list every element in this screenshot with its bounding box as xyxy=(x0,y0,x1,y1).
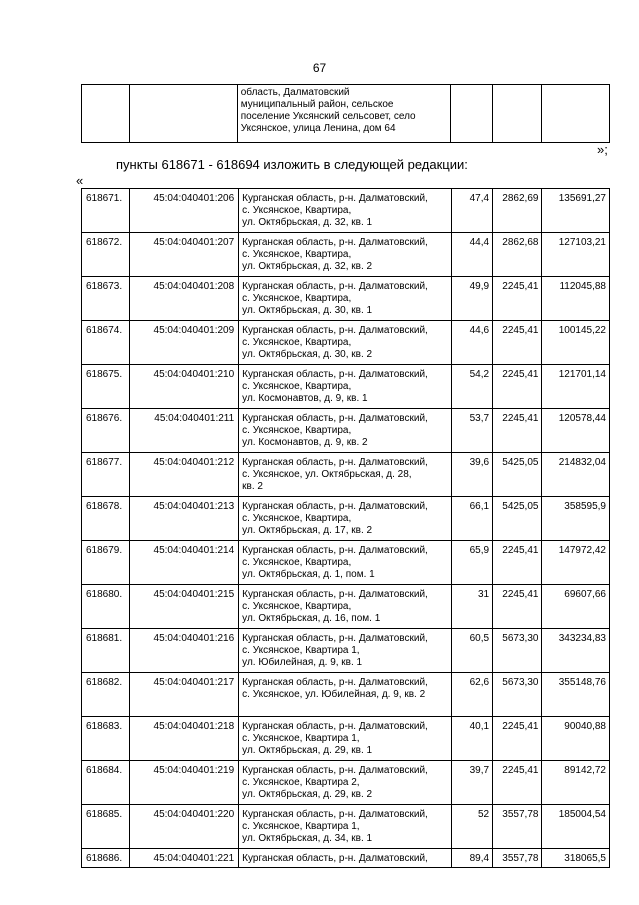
cost-cell: 358595,9 xyxy=(542,497,610,541)
table-row xyxy=(82,321,610,365)
price-cell: 3557,78 xyxy=(493,849,542,868)
empty-cell xyxy=(542,85,610,143)
cadastral-number-cell: 45:04:040401:208 xyxy=(130,277,239,321)
property-table xyxy=(81,188,610,868)
price-cell: 2245,41 xyxy=(493,277,542,321)
address-cell: Курганская область, р-н. Далматовский, с. Уксянское, Квартира 1, ул. Октябрьская, д. 29, кв. 1 xyxy=(239,717,452,761)
cadastral-number-cell: 45:04:040401:214 xyxy=(130,541,239,585)
cost-cell: 121701,14 xyxy=(542,365,610,409)
area-cell: 53,7 xyxy=(451,409,492,453)
cost-cell: 355148,76 xyxy=(542,673,610,717)
area-cell: 44,6 xyxy=(451,321,492,365)
price-cell: 2245,41 xyxy=(493,409,542,453)
table-row xyxy=(82,629,610,673)
table-row xyxy=(82,189,610,233)
table-row xyxy=(82,233,610,277)
row-number-cell: 618680. xyxy=(82,585,130,629)
cadastral-number-cell: 45:04:040401:212 xyxy=(130,453,239,497)
cadastral-number-cell: 45:04:040401:220 xyxy=(130,805,239,849)
row-number-cell: 618673. xyxy=(82,277,130,321)
table-row xyxy=(82,409,610,453)
opening-quote: « xyxy=(76,173,84,188)
address-cell: Курганская область, р-н. Далматовский, с. Уксянское, Квартира, ул. Космонавтов, д. 9, кв. 1 xyxy=(239,365,452,409)
cadastral-number-cell: 45:04:040401:216 xyxy=(130,629,239,673)
cost-cell: 100145,22 xyxy=(542,321,610,365)
cadastral-number-cell: 45:04:040401:206 xyxy=(130,189,239,233)
row-number-cell: 618672. xyxy=(82,233,130,277)
cost-cell: 120578,44 xyxy=(542,409,610,453)
row-number-cell: 618675. xyxy=(82,365,130,409)
cadastral-number-cell: 45:04:040401:219 xyxy=(130,761,239,805)
cost-cell: 89142,72 xyxy=(542,761,610,805)
table-row xyxy=(82,717,610,761)
row-number-cell: 618676. xyxy=(82,409,130,453)
area-cell: 60,5 xyxy=(451,629,492,673)
area-cell: 31 xyxy=(451,585,492,629)
table-row xyxy=(82,673,610,717)
cadastral-number-cell: 45:04:040401:211 xyxy=(130,409,239,453)
property-table-body xyxy=(82,189,610,868)
table-row xyxy=(82,761,610,805)
row-number-cell: 618681. xyxy=(82,629,130,673)
cost-cell: 343234,83 xyxy=(542,629,610,673)
address-cell: Курганская область, р-н. Далматовский, с. Уксянское, Квартира, ул. Октябрьская, д. 16, пом. 1 xyxy=(239,585,452,629)
area-cell: 54,2 xyxy=(451,365,492,409)
table-row xyxy=(82,365,610,409)
address-cell: область, Далматовский муниципальный район, сельское поселение Уксянский сельсовет, село Уксянское, улица Ленина, дом 64 xyxy=(237,85,450,143)
cost-cell: 135691,27 xyxy=(542,189,610,233)
address-cell: Курганская область, р-н. Далматовский, с. Уксянское, Квартира, ул. Октябрьская, д. 30, кв. 2 xyxy=(239,321,452,365)
table-row xyxy=(82,585,610,629)
empty-cell xyxy=(451,85,492,143)
table-row xyxy=(82,453,610,497)
price-cell: 2245,41 xyxy=(493,365,542,409)
table-row xyxy=(82,541,610,585)
row-number-cell: 618684. xyxy=(82,761,130,805)
area-cell: 44,4 xyxy=(451,233,492,277)
cost-cell: 127103,21 xyxy=(542,233,610,277)
cadastral-number-cell: 45:04:040401:217 xyxy=(130,673,239,717)
cadastral-number-cell: 45:04:040401:221 xyxy=(130,849,239,868)
area-cell: 66,1 xyxy=(451,497,492,541)
cadastral-number-cell: 45:04:040401:207 xyxy=(130,233,239,277)
address-cell: Курганская область, р-н. Далматовский, с. Уксянское, Квартира, ул. Космонавтов, д. 9, кв. 2 xyxy=(239,409,452,453)
row-number-cell: 618685. xyxy=(82,805,130,849)
address-cell: Курганская область, р-н. Далматовский, с. Уксянское, ул. Юбилейная, д. 9, кв. 2 xyxy=(239,673,452,717)
price-cell: 2245,41 xyxy=(493,541,542,585)
price-cell: 5673,30 xyxy=(493,673,542,717)
cost-cell: 112045,88 xyxy=(542,277,610,321)
instruction-text: пункты 618671 - 618694 изложить в следующей редакции: xyxy=(116,157,468,172)
price-cell: 2245,41 xyxy=(493,321,542,365)
cost-cell: 214832,04 xyxy=(542,453,610,497)
address-cell: Курганская область, р-н. Далматовский, xyxy=(239,849,452,868)
address-cell: Курганская область, р-н. Далматовский, с. Уксянское, Квартира, ул. Октябрьская, д. 17, кв. 2 xyxy=(239,497,452,541)
empty-cell xyxy=(492,85,542,143)
price-cell: 2245,41 xyxy=(493,717,542,761)
table-row xyxy=(82,849,610,868)
price-cell: 5673,30 xyxy=(493,629,542,673)
page-number: 67 xyxy=(312,61,327,75)
cadastral-number-cell: 45:04:040401:215 xyxy=(130,585,239,629)
price-cell: 2862,69 xyxy=(493,189,542,233)
cost-cell: 318065,5 xyxy=(542,849,610,868)
closing-quote: »; xyxy=(597,142,608,157)
area-cell: 89,4 xyxy=(451,849,492,868)
row-number-cell: 618686. xyxy=(82,849,130,868)
row-number-cell: 618678. xyxy=(82,497,130,541)
table-row xyxy=(82,85,610,143)
price-cell: 5425,05 xyxy=(493,497,542,541)
cost-cell: 69607,66 xyxy=(542,585,610,629)
area-cell: 40,1 xyxy=(451,717,492,761)
row-number-cell: 618677. xyxy=(82,453,130,497)
address-cell: Курганская область, р-н. Далматовский, с. Уксянское, Квартира, ул. Октябрьская, д. 32, кв. 1 xyxy=(239,189,452,233)
price-cell: 2862,68 xyxy=(493,233,542,277)
row-number-cell: 618682. xyxy=(82,673,130,717)
table-row xyxy=(82,277,610,321)
address-cell: Курганская область, р-н. Далматовский, с. Уксянское, ул. Октябрьская, д. 28, кв. 2 xyxy=(239,453,452,497)
row-number-cell: 618683. xyxy=(82,717,130,761)
price-cell: 5425,05 xyxy=(493,453,542,497)
cost-cell: 90040,88 xyxy=(542,717,610,761)
address-cell: Курганская область, р-н. Далматовский, с. Уксянское, Квартира, ул. Октябрьская, д. 30, кв. 1 xyxy=(239,277,452,321)
area-cell: 62,6 xyxy=(451,673,492,717)
address-cell: Курганская область, р-н. Далматовский, с. Уксянское, Квартира 1, ул. Октябрьская, д. 34, кв. 1 xyxy=(239,805,452,849)
row-number-cell: 618674. xyxy=(82,321,130,365)
address-cell: Курганская область, р-н. Далматовский, с. Уксянское, Квартира 1, ул. Юбилейная, д. 9, кв. 1 xyxy=(239,629,452,673)
area-cell: 39,7 xyxy=(451,761,492,805)
area-cell: 52 xyxy=(451,805,492,849)
area-cell: 65,9 xyxy=(451,541,492,585)
price-cell: 2245,41 xyxy=(493,761,542,805)
cost-cell: 185004,54 xyxy=(542,805,610,849)
price-cell: 2245,41 xyxy=(493,585,542,629)
empty-cell xyxy=(129,85,237,143)
cost-cell: 147972,42 xyxy=(542,541,610,585)
cadastral-number-cell: 45:04:040401:210 xyxy=(130,365,239,409)
address-cell: Курганская область, р-н. Далматовский, с. Уксянское, Квартира, ул. Октябрьская, д. 1, пом. 1 xyxy=(239,541,452,585)
cadastral-number-cell: 45:04:040401:209 xyxy=(130,321,239,365)
cadastral-number-cell: 45:04:040401:218 xyxy=(130,717,239,761)
address-cell: Курганская область, р-н. Далматовский, с. Уксянское, Квартира, ул. Октябрьская, д. 32, кв. 2 xyxy=(239,233,452,277)
area-cell: 47,4 xyxy=(451,189,492,233)
row-number-cell: 618671. xyxy=(82,189,130,233)
previous-table-fragment xyxy=(81,84,610,143)
table-row xyxy=(82,805,610,849)
cadastral-number-cell: 45:04:040401:213 xyxy=(130,497,239,541)
area-cell: 49,9 xyxy=(451,277,492,321)
empty-cell xyxy=(82,85,130,143)
table-row xyxy=(82,497,610,541)
area-cell: 39,6 xyxy=(451,453,492,497)
price-cell: 3557,78 xyxy=(493,805,542,849)
address-cell: Курганская область, р-н. Далматовский, с. Уксянское, Квартира 2, ул. Октябрьская, д. 29, кв. 2 xyxy=(239,761,452,805)
row-number-cell: 618679. xyxy=(82,541,130,585)
